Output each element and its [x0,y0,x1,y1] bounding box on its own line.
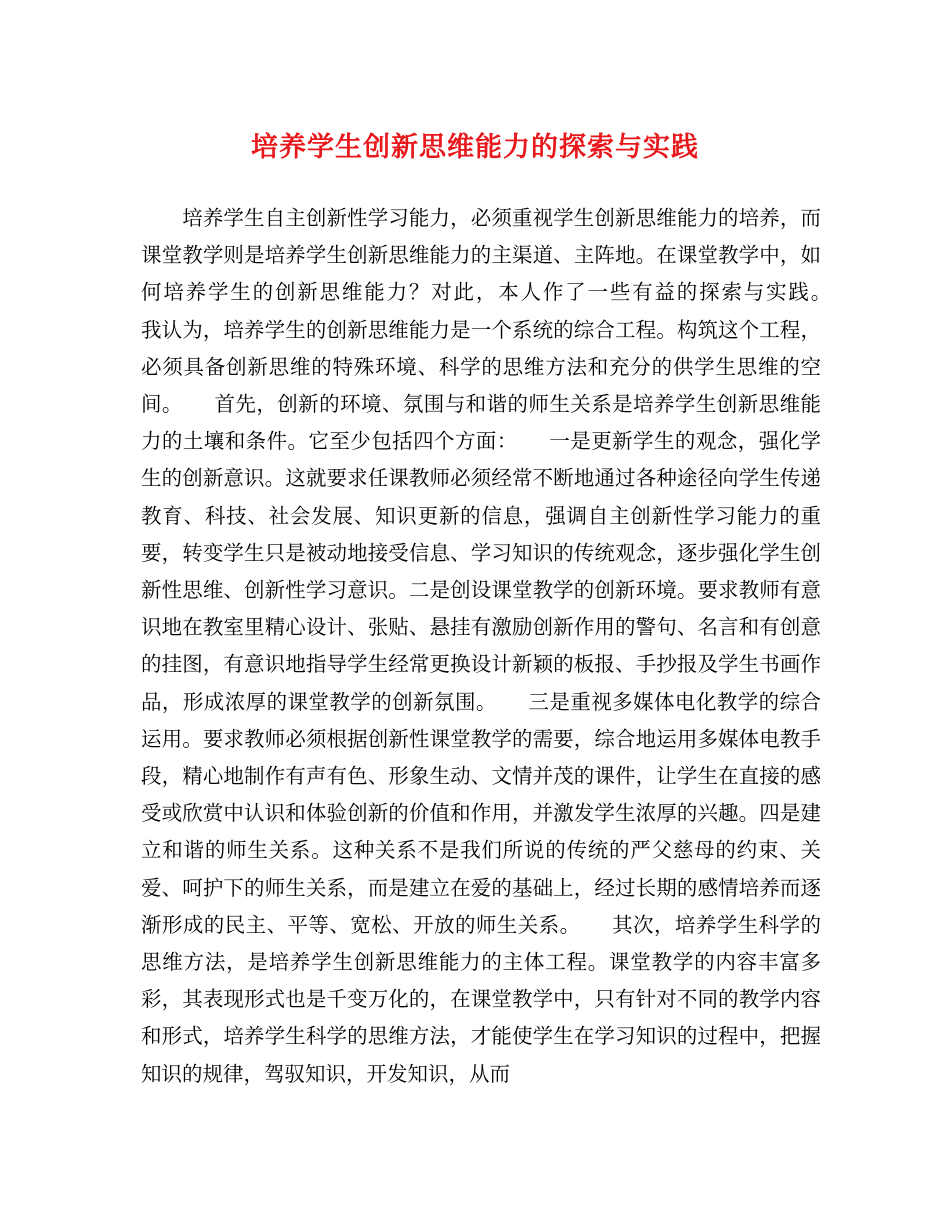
document-title: 培养学生创新思维能力的探索与实践 [251,132,699,163]
document-body-paragraph: 培养学生自主创新性学习能力，必须重视学生创新思维能力的培养，而课堂教学则是培养学生创新思维能力的主渠道、主阵地。在课堂教学中，如何培养学生的创新思维能力？对此，本人作了一些有益的探索与实践。 我认为，培养学生的创新思维能力是一个系统的综合工程。构筑这个工程，必须具备创新思维的特殊环境、科学的思维方法和充分的供学生思维的空间。 首先，创新的环境、氛围与和谐的师生关系是培养学生创新思维能力的土壤和条件。它至少包括四个方面： 一是更新学生的观念，强化学生的创新意识。这就要求任课教师必须经常不断地通过各种途径向学生传递教育、科技、社会发展、知识更新的信息，强调自主创新性学习能力的重要，转变学生只是被动地接受信息、学习知识的传统观念，逐步强化学生创新性思维、创新性学习意识。二是创设课堂教学的创新环境。要求教师有意识地在教室里精心设计、张贴、悬挂有激励创新作用的警句、名言和有创意的挂图，有意识地指导学生经常更换设计新颖的板报、手抄报及学生书画作品，形成浓厚的课堂教学的创新氛围。 三是重视多媒体电化教学的综合运用。要求教师必须根据创新性课堂教学的需要，综合地运用多媒体电教手段，精心地制作有声有色、形象生动、文情并茂的课件，让学生在直接的感受或欣赏中认识和体验创新的价值和作用，并激发学生浓厚的兴趣。四是建立和谐的师生关系。这种关系不是我们所说的传统的严父慈母的约束、关爱、呵护下的师生关系，而是建立在爱的基础上，经过长期的感情培养而逐渐形成的民主、平等、宽松、开放的师生关系。 其次，培养学生科学的思维方法，是培养学生创新思维能力的主体工程。课堂教学的内容丰富多彩，其表现形式也是千变万化的，在课堂教学中，只有针对不同的教学内容和形式，培养学生科学的思维方法，才能使学生在学习知识的过程中，把握知识的规律，驾驭知识，开发知识，从而 [141,206,862,1086]
